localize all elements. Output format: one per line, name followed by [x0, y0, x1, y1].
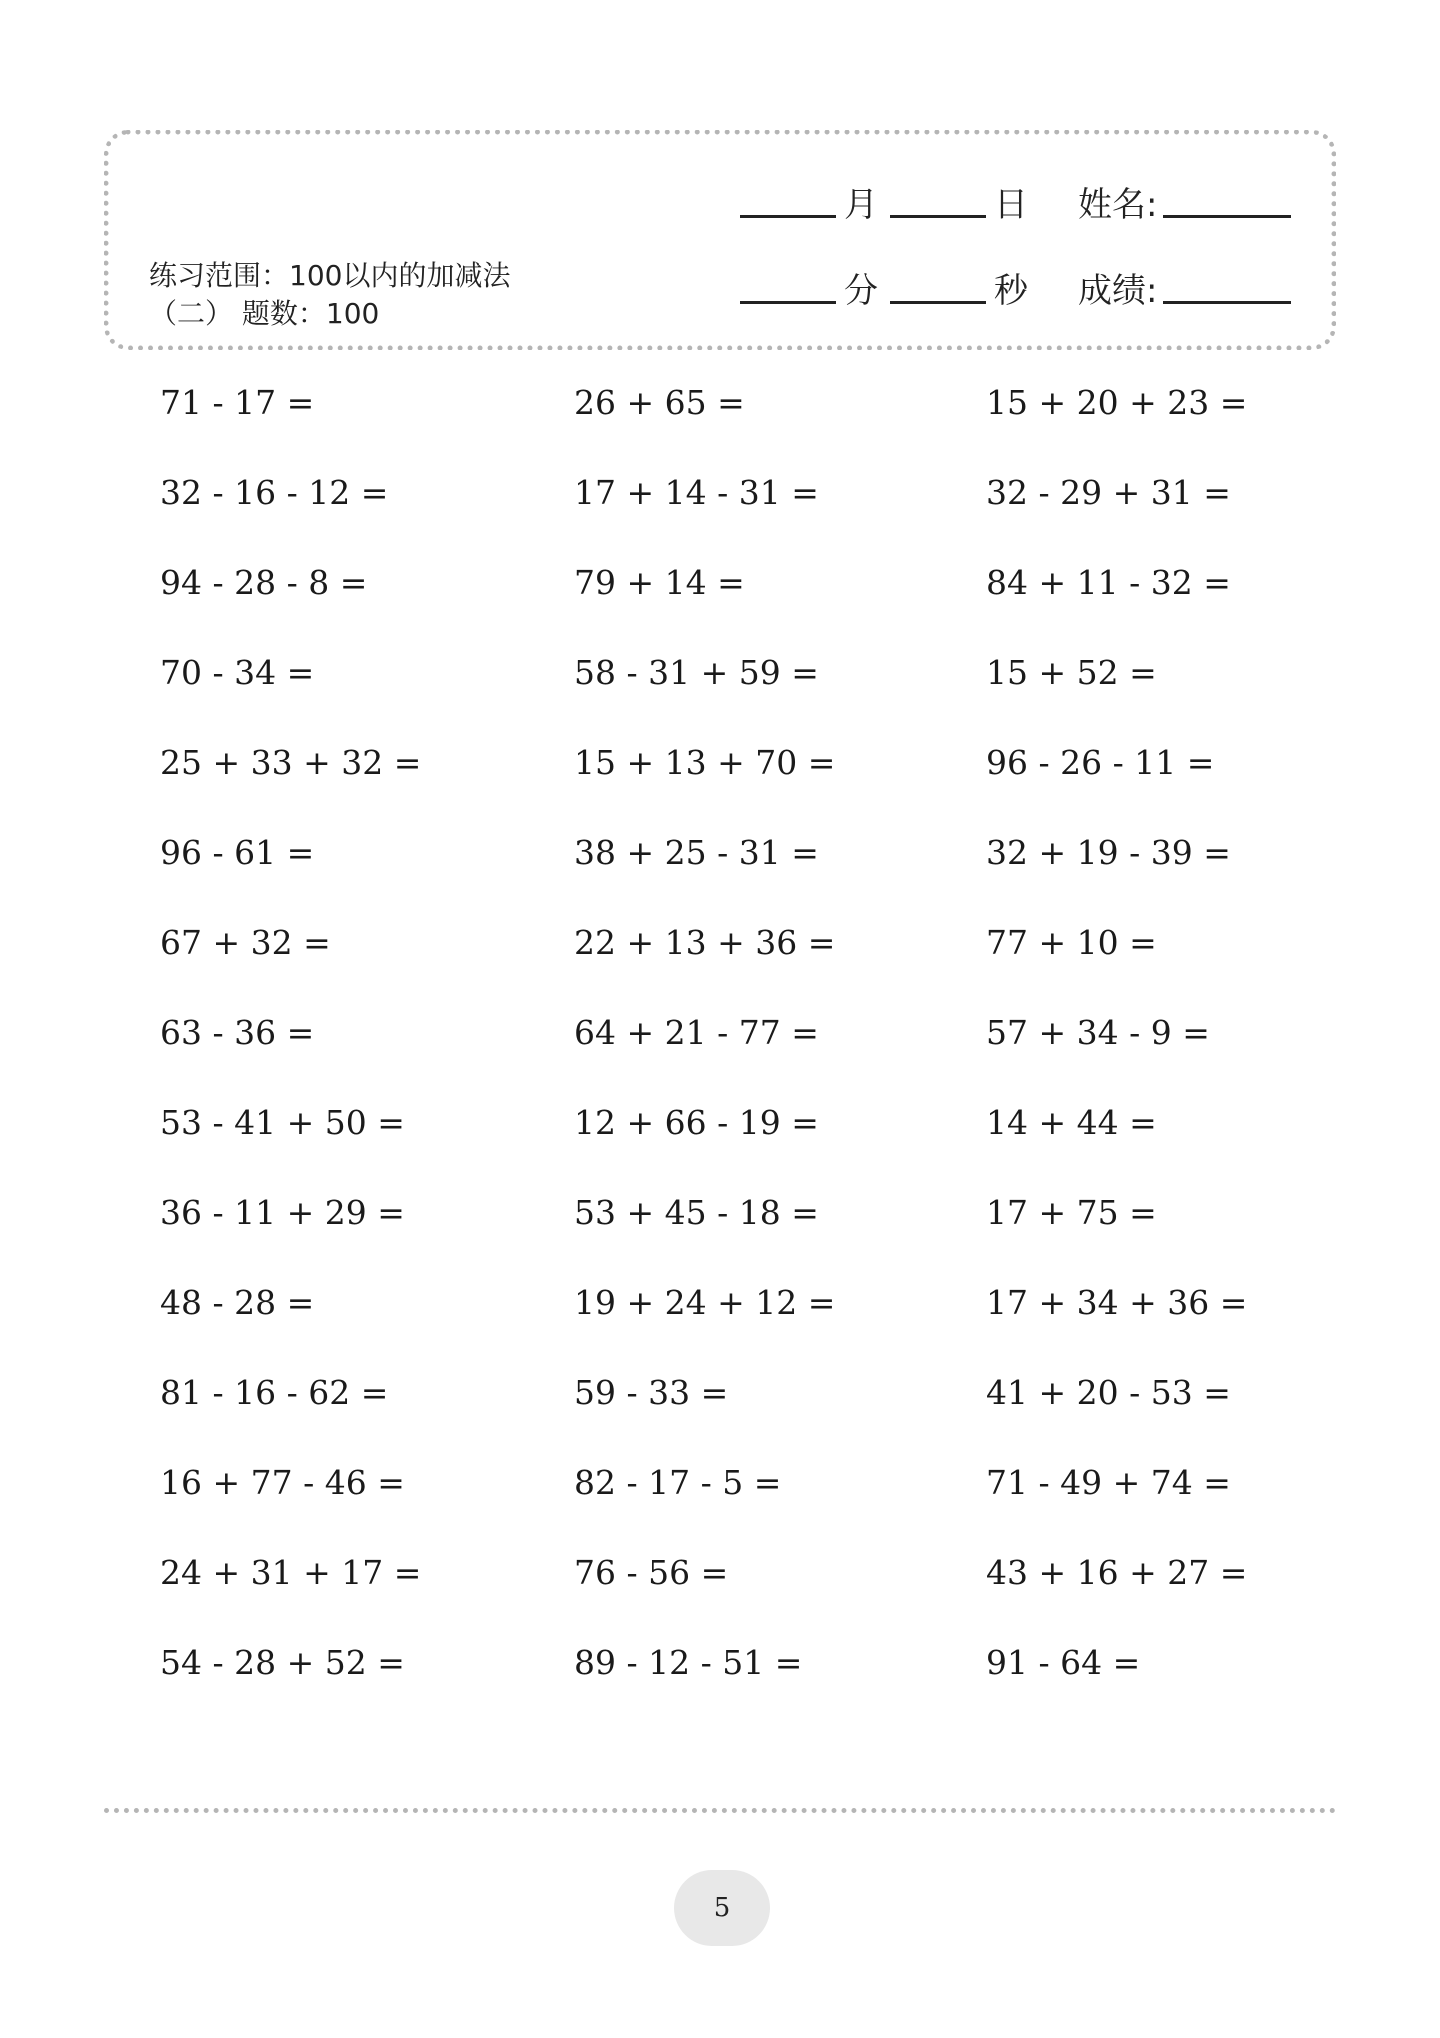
- problem: 12 + 66 - 19 =: [574, 1103, 819, 1142]
- problem: 15 + 13 + 70 =: [574, 743, 836, 782]
- problem: 96 - 26 - 11 =: [986, 743, 1215, 782]
- problem-row: [160, 738, 1320, 828]
- problem: 16 + 77 - 46 =: [160, 1463, 405, 1502]
- month-blank[interactable]: [740, 215, 836, 218]
- problem: 48 - 28 =: [160, 1283, 315, 1322]
- problem-row: [160, 1638, 1320, 1728]
- problem: 14 + 44 =: [986, 1103, 1157, 1142]
- problem-row: [160, 1278, 1320, 1368]
- practice-scope: [149, 257, 589, 333]
- month-label: 月: [844, 185, 878, 225]
- problem: 94 - 28 - 8 =: [160, 563, 368, 602]
- day-label: 日: [994, 185, 1028, 225]
- score-blank[interactable]: [1163, 301, 1291, 304]
- problem: 59 - 33 =: [574, 1373, 729, 1412]
- scope-line-2: （二） 题数：100: [149, 297, 380, 330]
- problem: 26 + 65 =: [574, 383, 745, 422]
- name-blank[interactable]: [1163, 215, 1291, 218]
- problem: 38 + 25 - 31 =: [574, 833, 819, 872]
- problem: 89 - 12 - 51 =: [574, 1643, 803, 1682]
- problem: 17 + 34 + 36 =: [986, 1283, 1248, 1322]
- problem-row: [160, 648, 1320, 738]
- problem: 15 + 20 + 23 =: [986, 383, 1248, 422]
- problem: 77 + 10 =: [986, 923, 1157, 962]
- problem: 76 - 56 =: [574, 1553, 729, 1592]
- problem-row: [160, 1098, 1320, 1188]
- problem: 54 - 28 + 52 =: [160, 1643, 405, 1682]
- problem: 24 + 31 + 17 =: [160, 1553, 422, 1592]
- minute-blank[interactable]: [740, 301, 836, 304]
- problem-row: [160, 1548, 1320, 1638]
- problem-row: [160, 918, 1320, 1008]
- problem-row: [160, 1008, 1320, 1098]
- problem: 32 - 16 - 12 =: [160, 473, 389, 512]
- problem: 22 + 13 + 36 =: [574, 923, 836, 962]
- problem-row: [160, 558, 1320, 648]
- day-blank[interactable]: [890, 215, 986, 218]
- footer-divider: [104, 1808, 1336, 1813]
- problem-row: [160, 1188, 1320, 1278]
- problem: 17 + 75 =: [986, 1193, 1157, 1232]
- problem-row: [160, 378, 1320, 468]
- problem: 53 + 45 - 18 =: [574, 1193, 819, 1232]
- date-name-row: [740, 177, 1299, 226]
- problem: 91 - 64 =: [986, 1643, 1141, 1682]
- problem: 71 - 17 =: [160, 383, 315, 422]
- second-label: 秒: [994, 271, 1028, 311]
- problem: 32 + 19 - 39 =: [986, 833, 1231, 872]
- second-blank[interactable]: [890, 301, 986, 304]
- problem: 84 + 11 - 32 =: [986, 563, 1231, 602]
- page-number: 5: [713, 1893, 731, 1923]
- time-score-row: [740, 263, 1299, 312]
- problem: 53 - 41 + 50 =: [160, 1103, 405, 1142]
- worksheet-header: [104, 130, 1336, 350]
- problem: 41 + 20 - 53 =: [986, 1373, 1231, 1412]
- problem-row: [160, 828, 1320, 918]
- problem: 71 - 49 + 74 =: [986, 1463, 1231, 1502]
- problem: 32 - 29 + 31 =: [986, 473, 1231, 512]
- problem: 79 + 14 =: [574, 563, 745, 602]
- problem: 63 - 36 =: [160, 1013, 315, 1052]
- problem: 67 + 32 =: [160, 923, 331, 962]
- problem-row: [160, 468, 1320, 558]
- name-label: 姓名:: [1078, 185, 1158, 225]
- problem: 15 + 52 =: [986, 653, 1157, 692]
- problem: 25 + 33 + 32 =: [160, 743, 422, 782]
- problem: 82 - 17 - 5 =: [574, 1463, 782, 1502]
- problem: 64 + 21 - 77 =: [574, 1013, 819, 1052]
- problem: 81 - 16 - 62 =: [160, 1373, 389, 1412]
- problem: 58 - 31 + 59 =: [574, 653, 819, 692]
- problem: 43 + 16 + 27 =: [986, 1553, 1248, 1592]
- minute-label: 分: [844, 271, 878, 311]
- score-label: 成绩:: [1078, 271, 1158, 311]
- problem: 19 + 24 + 12 =: [574, 1283, 836, 1322]
- problem: 96 - 61 =: [160, 833, 315, 872]
- problem: 36 - 11 + 29 =: [160, 1193, 405, 1232]
- problem-row: [160, 1458, 1320, 1548]
- scope-line-1: 练习范围：100以内的加减法: [149, 259, 511, 292]
- problem: 17 + 14 - 31 =: [574, 473, 819, 512]
- page-number-badge: [674, 1870, 770, 1946]
- problem-grid: [160, 378, 1320, 1728]
- problem: 57 + 34 - 9 =: [986, 1013, 1210, 1052]
- problem-row: [160, 1368, 1320, 1458]
- problem: 70 - 34 =: [160, 653, 315, 692]
